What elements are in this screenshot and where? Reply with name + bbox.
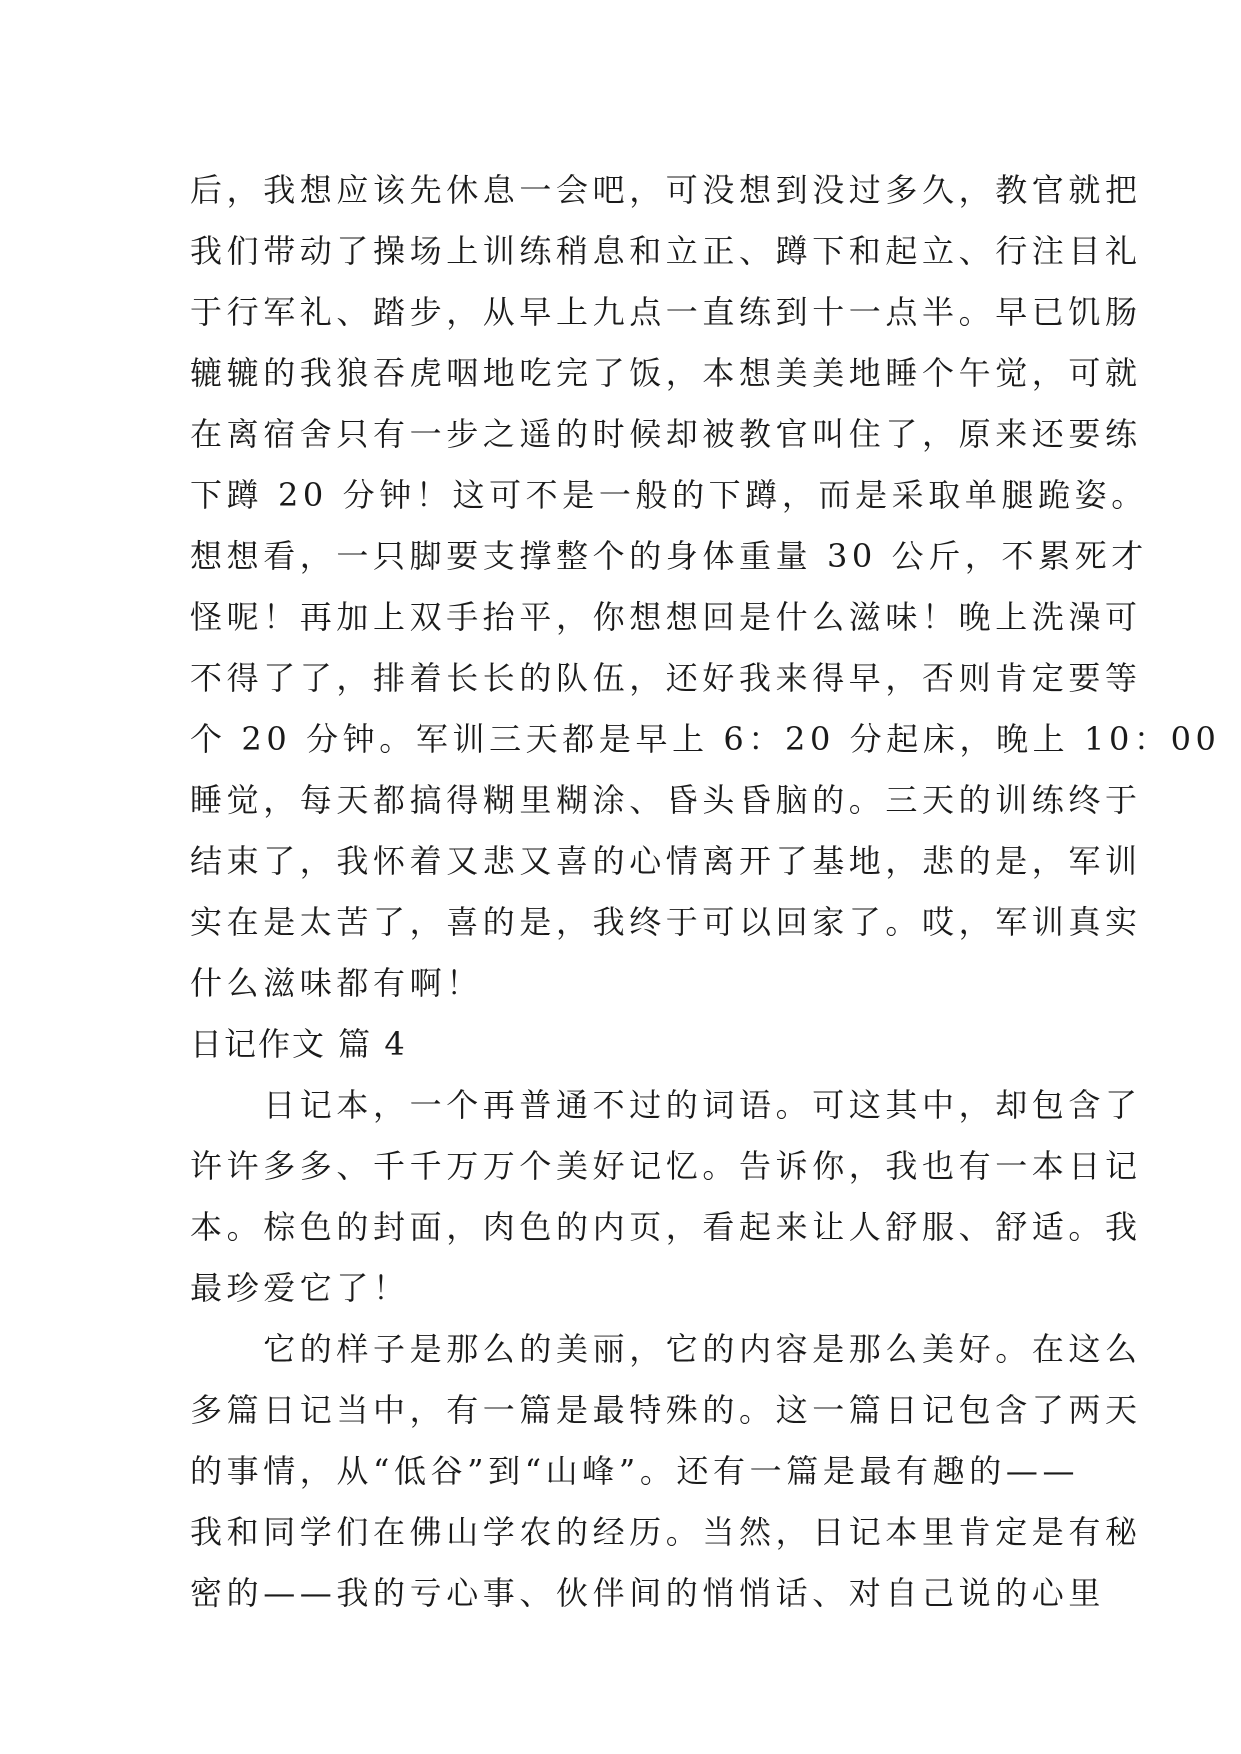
text-line: 什么滋味都有啊！ <box>190 964 483 1002</box>
text-line: 的事情，从“低谷”到“山峰”。还有一篇是最有趣的—— <box>190 1452 1080 1490</box>
section-heading: 日记作文 篇 4 <box>190 1025 407 1063</box>
text-line: 不得了了，排着长长的队伍，还好我来得早，否则肯定要等 <box>190 659 1142 697</box>
text-line: 它的样子是那么的美丽，它的内容是那么美好。在这么 <box>190 1330 1142 1368</box>
text-line: 我和同学们在佛山学农的经历。当然，日记本里肯定是有秘 <box>190 1513 1142 1551</box>
text-line: 下蹲 20 分钟！这可不是一般的下蹲，而是采取单腿跪姿。 <box>190 476 1148 514</box>
text-line: 于行军礼、踏步，从早上九点一直练到十一点半。早已饥肠 <box>190 293 1142 331</box>
text-line: 怪呢！再加上双手抬平，你想想回是什么滋味！晚上洗澡可 <box>190 598 1142 636</box>
text-line: 后，我想应该先休息一会吧，可没想到没过多久，教官就把 <box>190 171 1142 209</box>
text-line: 日记本，一个再普通不过的词语。可这其中，却包含了 <box>190 1086 1142 1124</box>
text-line: 本。棕色的封面，肉色的内页，看起来让人舒服、舒适。我 <box>190 1208 1142 1246</box>
text-line: 辘辘的我狼吞虎咽地吃完了饭，本想美美地睡个午觉，可就 <box>190 354 1142 392</box>
text-line: 个 20 分钟。军训三天都是早上 6：20 分起床，晚上 10：00 <box>190 720 1221 758</box>
text-line: 我们带动了操场上训练稍息和立正、蹲下和起立、行注目礼 <box>190 232 1142 270</box>
text-line: 密的——我的亏心事、伙伴间的悄悄话、对自己说的心里 <box>190 1574 1106 1612</box>
text-line: 许许多多、千千万万个美好记忆。告诉你，我也有一本日记 <box>190 1147 1142 1185</box>
text-line: 多篇日记当中，有一篇是最特殊的。这一篇日记包含了两天 <box>190 1391 1142 1429</box>
text-line: 在离宿舍只有一步之遥的时候却被教官叫住了，原来还要练 <box>190 415 1142 453</box>
text-line: 结束了，我怀着又悲又喜的心情离开了基地，悲的是，军训 <box>190 842 1142 880</box>
text-line: 实在是太苦了，喜的是，我终于可以回家了。哎，军训真实 <box>190 903 1142 941</box>
text-line: 想想看，一只脚要支撑整个的身体重量 30 公斤，不累死才 <box>190 537 1148 575</box>
document-body <box>190 160 1221 1624</box>
text-line: 最珍爱它了！ <box>190 1269 410 1307</box>
text-line: 睡觉，每天都搞得糊里糊涂、昏头昏脑的。三天的训练终于 <box>190 781 1142 819</box>
